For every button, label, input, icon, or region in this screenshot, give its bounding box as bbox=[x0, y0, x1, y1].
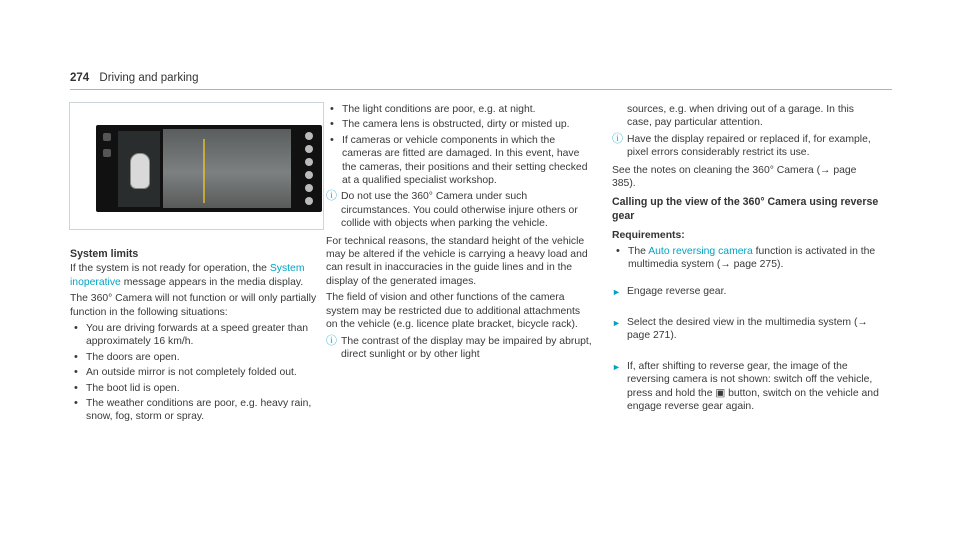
info-icon: ⓘ bbox=[326, 334, 337, 347]
rear-camera-view bbox=[163, 129, 291, 208]
info-icon: ⓘ bbox=[326, 190, 337, 203]
sensor-icon bbox=[305, 184, 313, 192]
steps-band bbox=[612, 285, 880, 413]
requirements-list bbox=[612, 245, 880, 272]
field-of-vision-paragraph: The field of vision and other functions of the camera system may be restricted due to additional attachments on the vehicle (e.g. licence plate bracket, bicycle rack). bbox=[326, 292, 581, 331]
note-block: ⓘ Do not use the 360° Camera under such circumstances. You could otherwise injure others or collide with objects when parking the vehicle. bbox=[326, 190, 578, 230]
step-2: ► Select the desired view in the multimedia system (→ page 271). bbox=[612, 316, 868, 342]
requirements-label: Requirements: bbox=[612, 230, 685, 242]
page-number: 274 bbox=[70, 72, 90, 84]
list-item: • An outside mirror is not completely folded out. bbox=[70, 366, 322, 379]
menu-icon bbox=[305, 197, 313, 205]
reverse-gear-heading: Calling up the view of the 360° Camera using reverse gear bbox=[612, 196, 879, 222]
page-header bbox=[70, 72, 198, 84]
column-2 bbox=[326, 103, 594, 365]
header-rule bbox=[70, 89, 892, 90]
camera-display-figure bbox=[69, 102, 324, 230]
cleaning-reference: See the notes on cleaning the 360° Camera (→ page 385). bbox=[612, 164, 857, 190]
note-block: ⓘ Have the display repaired or replaced if, for example, pixel errors considerably restrict its use. bbox=[612, 132, 871, 159]
step-arrow-icon: ► bbox=[612, 361, 621, 372]
height-paragraph: For technical reasons, the standard height of the vehicle may be altered if the vehicle is carrying a heavy load and can result in inaccuracies in the guide lines and in the display of the generated images. bbox=[326, 235, 588, 287]
screen-right-icons bbox=[302, 129, 316, 208]
list-item: • The camera lens is obstructed, dirty or misted up. bbox=[326, 118, 594, 131]
column-1 bbox=[70, 242, 322, 427]
note-block: ⓘ The contrast of the display may be impaired by abrupt, direct sunlight or by other light bbox=[326, 334, 592, 360]
camera-screen bbox=[96, 125, 322, 212]
list-item: • You are driving forwards at a speed greater than approximately 16 km/h. bbox=[70, 322, 322, 349]
view-icon bbox=[103, 133, 111, 141]
parking-icon bbox=[305, 171, 313, 179]
limits-list-cont bbox=[326, 103, 594, 187]
list-item: • The Auto reversing camera function is activated in the multimedia system (→ page 275). bbox=[612, 245, 880, 272]
system-inoperative-link[interactable]: System inoperative bbox=[70, 263, 305, 288]
info-icon: ⓘ bbox=[612, 132, 623, 145]
step-arrow-icon: ► bbox=[612, 317, 621, 328]
limits-list bbox=[70, 322, 322, 424]
screen-left-icons bbox=[96, 125, 118, 212]
section-title: Driving and parking bbox=[99, 72, 199, 84]
column-3 bbox=[612, 103, 880, 413]
limits-paragraph: The 360° Camera will not function or will only partially function in the following situations: bbox=[70, 293, 317, 318]
step-1: ► Engage reverse gear. bbox=[612, 285, 880, 298]
birds-eye-view bbox=[118, 131, 160, 207]
list-item: • The doors are open. bbox=[70, 351, 322, 364]
list-item: • If cameras or vehicle components in which the cameras are fitted are damaged. In this event, have the cameras, their positions and their setting checked at a qualified specialist workshop. bbox=[326, 134, 594, 188]
requirements-block bbox=[612, 229, 880, 271]
intro-paragraph: If the system is not ready for operation, the System inoperative message appears in the media display. bbox=[70, 263, 305, 288]
camera-icon bbox=[305, 145, 313, 153]
view-toggle-icon bbox=[305, 158, 313, 166]
system-limits-heading: System limits bbox=[70, 248, 139, 260]
note-continuation: sources, e.g. when driving out of a garage. In this case, pay particular attention. bbox=[627, 104, 854, 129]
list-item: • The boot lid is open. bbox=[70, 382, 322, 395]
view-icon bbox=[103, 149, 111, 157]
guide-line bbox=[203, 139, 205, 203]
list-item: • The weather conditions are poor, e.g. heavy rain, snow, fog, storm or spray. bbox=[70, 397, 322, 424]
step-3: ► If, after shifting to reverse gear, the image of the reversing camera is not shown: switch off the vehicle, press and hold the ▣ button, switch on the vehicle and engage reverse gear again. bbox=[612, 360, 879, 412]
list-item: • The light conditions are poor, e.g. at night. bbox=[326, 103, 594, 116]
step-arrow-icon: ► bbox=[612, 287, 621, 298]
car-icon bbox=[130, 153, 150, 189]
auto-reversing-camera-link[interactable]: Auto reversing camera bbox=[648, 245, 753, 257]
settings-icon bbox=[305, 132, 313, 140]
